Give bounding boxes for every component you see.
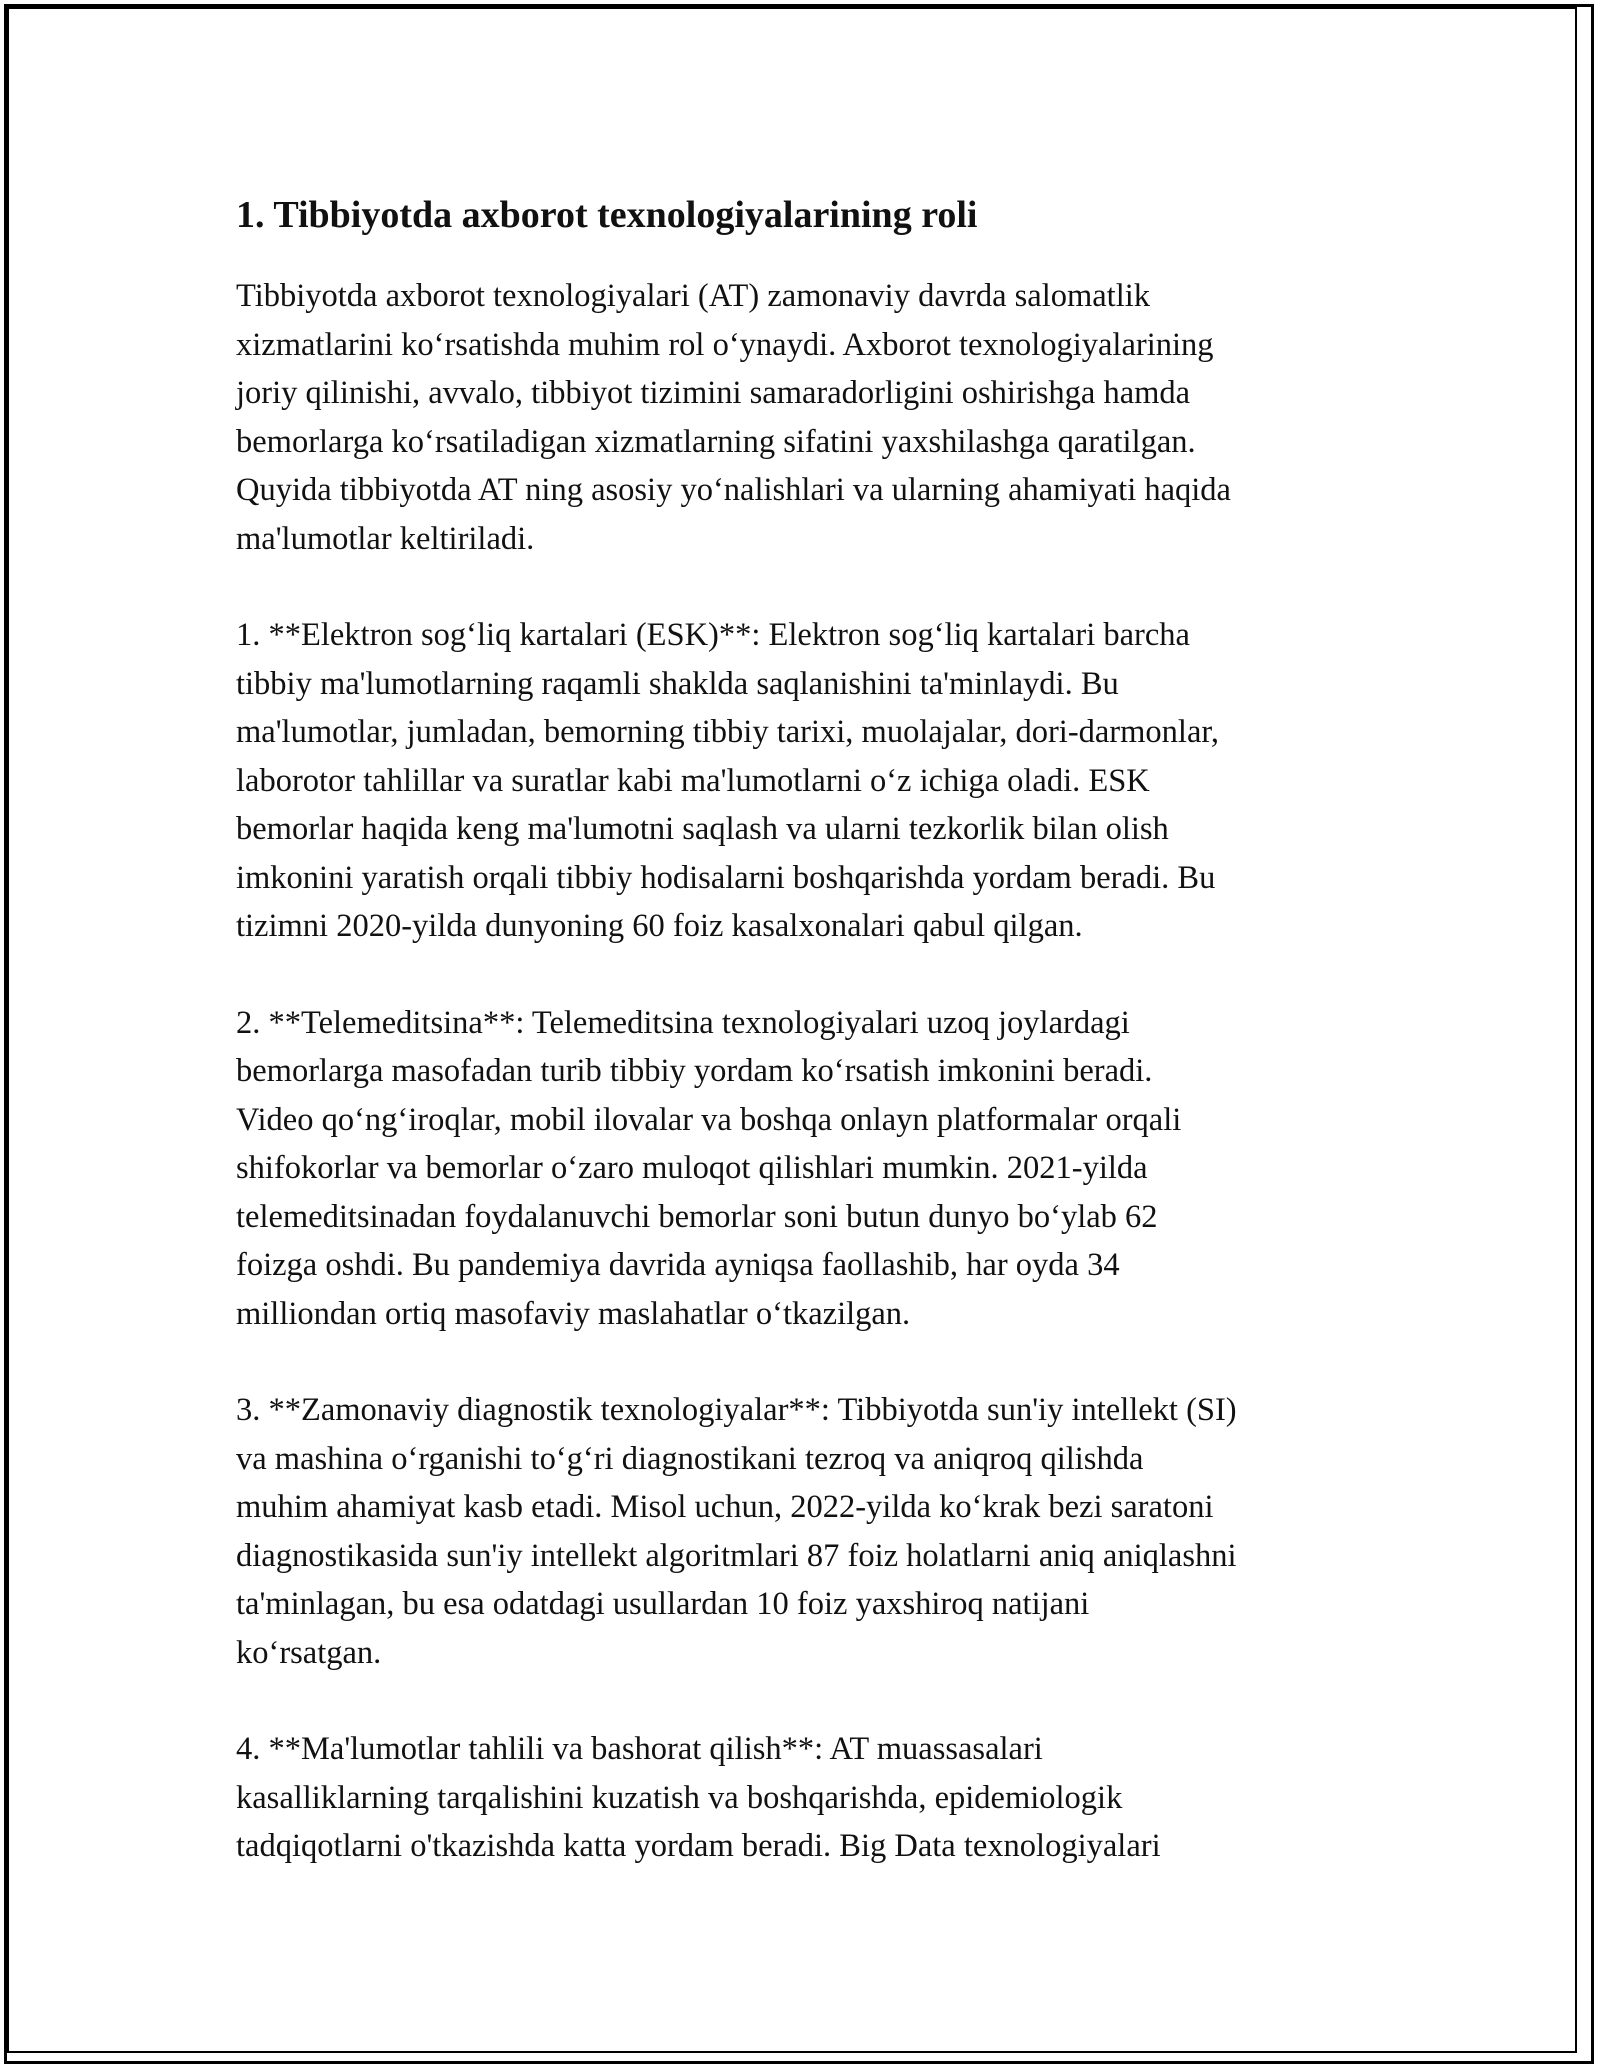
text-line: ma'lumotlar, jumladan, bemorning tibbiy tarixi, muolajalar, dori-darmonlar,: [236, 714, 1220, 750]
text-line: bemorlarga masofadan turib tibbiy yordam koʻrsatish imkonini beradi.: [236, 1053, 1153, 1089]
text-line: diagnostikasida sun'iy intellekt algoritmlari 87 foiz holatlarni aniq aniqlashni: [236, 1537, 1237, 1574]
text-line: 3. **Zamonaviy diagnostik texnologiyalar**: Tibbiyotda sun'iy intellekt (SI): [236, 1392, 1237, 1428]
text-line: imkonini yaratish orqali tibbiy hodisalarni boshqarishda yordam beradi. Bu: [236, 859, 1216, 896]
text-line: va mashina oʻrganishi toʻgʻri diagnostikani tezroq va aniqroq qilishda: [236, 1440, 1144, 1477]
text-line: 4. **Ma'lumotlar tahlili va bashorat qilish**: AT muassasalari: [236, 1731, 1043, 1767]
text-line: bemorlar haqida keng ma'lumotni saqlash va ularni tezkorlik bilan olish: [236, 811, 1169, 847]
text-line: Tibbiyotda axborot texnologiyalari (AT) zamonaviy davrda salomatlik: [236, 278, 1151, 314]
text-line: laborotor tahlillar va suratlar kabi ma'lumotlarni oʻz ichiga oladi. ESK: [236, 762, 1150, 799]
text-line: Quyida tibbiyotda AT ning asosiy yoʻnalishlari va ularning ahamiyati haqida: [236, 472, 1231, 508]
text-line: ta'minlagan, bu esa odatdagi usullardan 10 foiz yaxshiroq natijani: [236, 1586, 1090, 1622]
text-line: muhim ahamiyat kasb etadi. Misol uchun, 2022-yilda koʻkrak bezi saratoni: [236, 1489, 1214, 1525]
paragraph-telemedicine: [236, 999, 1386, 1339]
text-line: tibbiy ma'lumotlarning raqamli shaklda saqlanishini ta'minlaydi. Bu: [236, 665, 1119, 702]
text-line: Video qoʻngʻiroqlar, mobil ilovalar va boshqa onlayn platformalar orqali: [236, 1101, 1182, 1138]
text-line: telemeditsinadan foydalanuvchi bemorlar soni butun dunyo boʻylab 62: [236, 1198, 1158, 1235]
paragraph-diagnostic-technologies: [236, 1386, 1386, 1677]
text-line: ma'lumotlar keltiriladi.: [236, 520, 535, 557]
document-page: [236, 188, 1386, 1919]
section-heading: 1. Tibbiyotda axborot texnologiyalarining roli: [236, 194, 978, 236]
text-line: shifokorlar va bemorlar oʻzaro muloqot qilishlari mumkin. 2021-yilda: [236, 1150, 1148, 1186]
intro-paragraph: [236, 272, 1386, 563]
text-line: koʻrsatgan.: [236, 1634, 382, 1671]
text-line: tizimni 2020-yilda dunyoning 60 foiz kasalxonalari qabul qilgan.: [236, 908, 1083, 944]
text-line: kasalliklarning tarqalishini kuzatish va boshqarishda, epidemiologik: [236, 1779, 1123, 1816]
text-line: xizmatlarini koʻrsatishda muhim rol oʻynaydi. Axborot texnologiyalarining: [236, 326, 1214, 363]
text-line: milliondan ortiq masofaviy maslahatlar oʻtkazilgan.: [236, 1295, 911, 1332]
text-line: bemorlarga koʻrsatiladigan xizmatlarning sifatini yaxshilashga qaratilgan.: [236, 423, 1196, 460]
paragraph-data-analysis: [236, 1725, 1386, 1871]
text-line: 1. **Elektron sogʻliq kartalari (ESK)**: Elektron sogʻliq kartalari barcha: [236, 617, 1190, 653]
text-line: joriy qilinishi, avvalo, tibbiyot tizimini samaradorligini oshirishga hamda: [236, 375, 1191, 411]
text-line: foizga oshdi. Bu pandemiya davrida ayniqsa faollashib, har oyda 34: [236, 1247, 1120, 1283]
text-line: tadqiqotlarni o'tkazishda katta yordam beradi. Big Data texnologiyalari: [236, 1828, 1161, 1864]
paragraph-electronic-health-records: [236, 611, 1386, 951]
text-line: 2. **Telemeditsina**: Telemeditsina texnologiyalari uzoq joylardagi: [236, 1004, 1130, 1041]
